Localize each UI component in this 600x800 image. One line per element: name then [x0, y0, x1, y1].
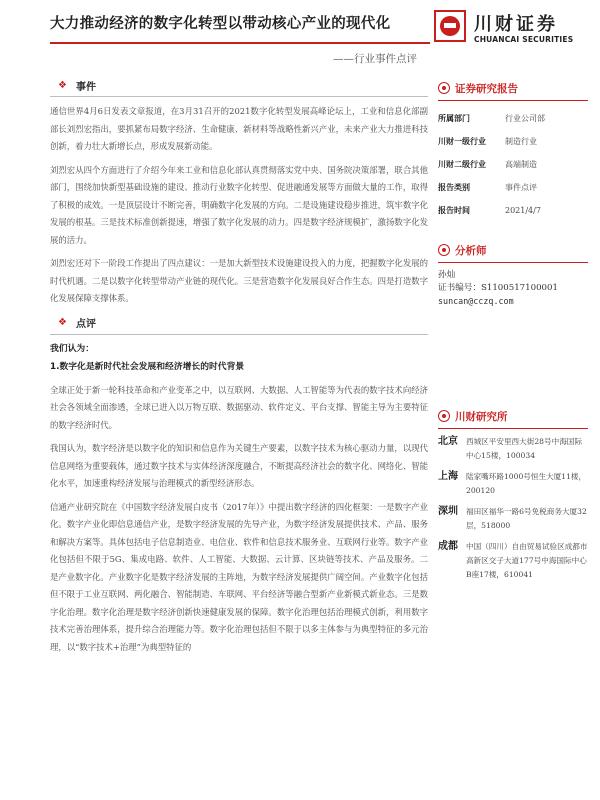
- comment-label: 我们认为：: [50, 343, 94, 354]
- event-paragraph: 通信世界4月6日发表文章报道，在3月31召开的2021数字化转型发展高峰论坛上，工业和信息化部副部长刘烈宏指出，要抓紧布局数字经济、生命健康、新材料等战略性新兴产业，未来产业大力推进科技创新，着力壮大新增长点，形成发展新动能。: [50, 106, 428, 151]
- event-heading-text: 事件: [75, 81, 96, 93]
- section-bullet-icon: [438, 82, 450, 94]
- event-paragraph: 刘烈宏从四个方面进行了介绍今年来工业和信息化部认真贯彻落实党中央、国务院决策部署，联合其他部门，围绕加快新型基础设施的建设、推动行业数字化转型、促进融通发展等方面做大量的工作，取得了积极的成效。一是顶层设计不断完善，明确数字化发展的方向。二是设施建设稳步推进，筑牢数字化发展的根基。三是技术标准创新提速，增强了数字化发展的动力。四是数字经济规模扩，激扬数字化发展的活力。: [50, 164, 428, 245]
- info-value: 高端制造: [505, 160, 537, 169]
- event-heading: [58, 76, 428, 94]
- office-entry: [438, 435, 588, 463]
- comment-heading: [58, 314, 428, 332]
- info-key: 川财一级行业: [438, 137, 486, 146]
- header-divider: [50, 42, 430, 44]
- comment-divider: [50, 334, 428, 335]
- office-address: 陆家嘴环路1000号恒生大厦11楼，200120: [466, 472, 587, 495]
- office-city: 成都: [438, 541, 458, 552]
- analyst-name: 孙灿: [438, 270, 456, 280]
- info-row: [438, 130, 588, 153]
- event-divider: [50, 96, 428, 97]
- office-entry: [438, 470, 588, 498]
- office-entry: [438, 540, 588, 582]
- comment-paragraph: 我国认为，数字经济是以数字化的知识和信息作为关键生产要素，以数字技术为核心驱动力量，以现代信息网络为重要载体，通过数字技术与实体经济深度融合，不断提高经济社会的数字化、网络化、智能化水平，加速重构经济发展与治理模式的新型经济形态。: [50, 443, 428, 488]
- info-value: 行业公司部: [505, 114, 545, 123]
- office-address: 西城区平安里西大街28号中海国际中心15楼，100034: [466, 437, 582, 460]
- company-logo: [434, 10, 584, 50]
- info-key: 报告时间: [438, 206, 470, 215]
- analyst-block: [438, 269, 588, 308]
- info-row: [438, 153, 588, 176]
- office-city: 上海: [438, 471, 458, 482]
- section-bullet-icon: [438, 244, 450, 256]
- institute-heading-text: 川财研究所: [455, 410, 508, 423]
- office-address: 福田区福华一路6号免税商务大厦32层，518000: [466, 507, 587, 530]
- institute-heading: [438, 406, 588, 426]
- info-key: 川财二级行业: [438, 160, 486, 169]
- comment-paragraph: 信通产业研究院在《中国数字经济发展白皮书（2017年）》中提出数字经济的四化框架：一是数字产业化。数字产业化即信息通信产业，是数字经济发展的先导产业，为数字经济发展提供技术、产品、服务和解决方案等。具体包括电子信息制造业、电信业、软件和信息技术服务业、互联网行业等。数字产业化包括但不限于5G、集成电路、软件、人工智能、大数据、云计算、区块链等技术、产品及服务。二是产业数字化。产业数字化是数字经济发展的主阵地，为数字经济发展提供广阔空间。产业数字化包括但不限于工业互联网、两化融合、智能制造、车联网、平台经济等融合型新产业新模式新业态。三是数字化治理。数字化治理是数字经济创新快速健康发展的保障。数字化治理包括治理模式创新，利用数字技术完善治理体系，提升综合治理能力等。数字化治理包括但不限于以多主体参与为典型特征的多元治理，以“数字技术+治理”为典型特征的: [50, 501, 428, 652]
- star-icon: ❖: [58, 79, 67, 91]
- info-row: [438, 199, 588, 222]
- office-entry: [438, 505, 588, 533]
- report-subtitle: ——行业事件点评: [333, 53, 417, 65]
- logo-name-cn: 川财证券: [474, 14, 558, 35]
- office-city: 深圳: [438, 506, 458, 517]
- analyst-heading-text: 分析师: [455, 244, 487, 257]
- logo-emblem-icon: [434, 10, 466, 42]
- star-icon: ❖: [58, 317, 67, 328]
- office-address: 中国（四川）自由贸易试验区成都市高新区交子大道177号中海国际中心B座17楼，610041: [466, 542, 588, 579]
- info-row: [438, 176, 588, 199]
- event-paragraph: 刘烈宏还对下一阶段工作提出了四点建议：一是加大新型技术设施建设投入的力度，把握数字化发展的时代机遇。二是以数字化转型带动产业链的现代化。三是营造数字化发展良好合作生态。四是打造数字化发展保障支撑体系。: [50, 258, 428, 303]
- info-value: 制造行业: [505, 137, 537, 146]
- info-value: 事件点评: [505, 183, 537, 192]
- analyst-divider: [438, 262, 588, 263]
- analyst-cert: 证书编号：S1100517100001: [438, 283, 558, 293]
- comment-subheading: 1.数字化是新时代社会发展和经济增长的时代背景: [50, 361, 245, 372]
- section-bullet-icon: [438, 410, 450, 422]
- report-info-divider: [438, 100, 588, 101]
- comment-paragraph: 全球正处于新一轮科技革命和产业变革之中，以互联网、大数据、人工智能等为代表的数字技术向经济社会各领域全面渗透，全球已进入以万物互联、数据驱动、软件定义、平台支撑、智能主导为主要特征的数字经济时代。: [50, 384, 428, 430]
- report-title: 大力推动经济的数字化转型以带动核心产业的现代化: [50, 16, 391, 32]
- analyst-email[interactable]: suncan@cczq.com: [438, 296, 514, 306]
- comment-heading-text: 点评: [75, 319, 96, 330]
- page-header: [0, 0, 600, 70]
- info-key: 所属部门: [438, 114, 470, 123]
- office-city: 北京: [438, 436, 458, 447]
- main-column: [50, 76, 428, 662]
- analyst-heading: [438, 240, 588, 260]
- info-row: [438, 107, 588, 130]
- report-info-heading: [438, 78, 588, 98]
- sidebar: [438, 78, 588, 589]
- logo-name-en: CHUANCAI SECURITIES: [474, 35, 574, 44]
- info-key: 报告类别: [438, 183, 470, 192]
- info-value: 2021/4/7: [505, 206, 541, 215]
- report-info-heading-text: 证券研究报告: [455, 82, 518, 95]
- institute-divider: [438, 428, 588, 429]
